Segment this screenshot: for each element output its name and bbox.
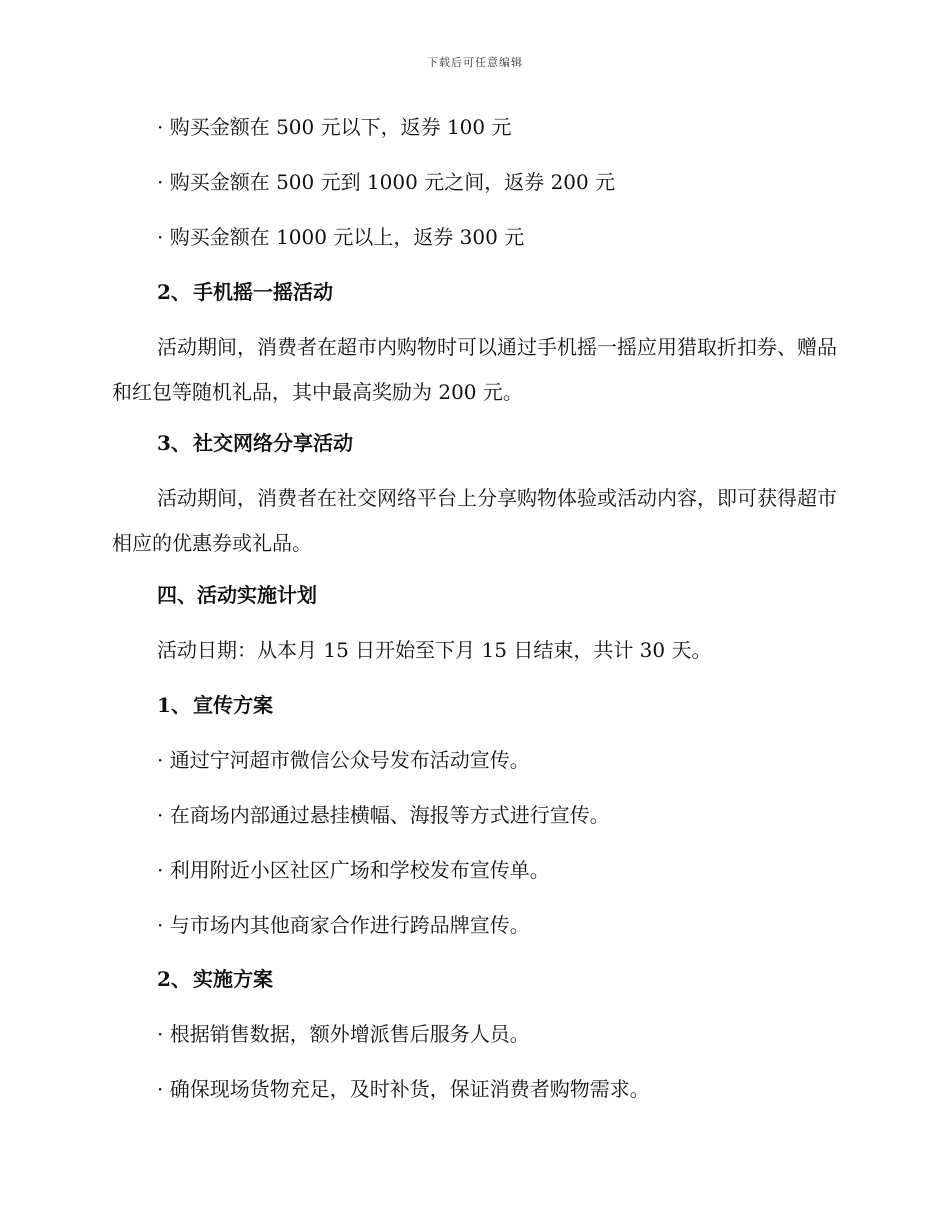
bullet-item: · 确保现场货物充足，及时补货，保证消费者购物需求。 [157, 1077, 650, 1101]
chapter-heading: 四、活动实施计划 [157, 583, 317, 607]
activity-date: 活动日期：从本月 15 日开始至下月 15 日结束，共计 30 天。 [157, 638, 712, 662]
page-header: 下载后可任意编辑 [427, 56, 523, 69]
section-title: 社交网络分享活动 [193, 431, 353, 455]
section-number: 3、 [157, 431, 191, 455]
bullet-item: · 购买金额在 1000 元以上，返券 300 元 [157, 225, 525, 249]
paragraph: 活动期间，消费者在超市内购物时可以通过手机摇一摇应用猎取折扣券、赠品和红包等随机礼品，其中最高奖励为 200 元。 [112, 335, 837, 404]
bullet-item: · 利用附近小区社区广场和学校发布宣传单。 [157, 858, 550, 882]
subsection-heading-1 [157, 691, 273, 719]
section-heading-2 [157, 278, 333, 306]
section-heading-3 [157, 429, 353, 457]
section-number: 2、 [157, 967, 191, 991]
section-title: 实施方案 [193, 967, 273, 991]
subsection-heading-2 [157, 965, 273, 993]
section-title: 手机摇一摇活动 [193, 280, 333, 304]
bullet-item: · 与市场内其他商家合作进行跨品牌宣传。 [157, 913, 530, 937]
section-title: 宣传方案 [193, 693, 273, 717]
paragraph: 活动期间，消费者在社交网络平台上分享购物体验或活动内容，即可获得超市相应的优惠券或礼品。 [112, 486, 837, 555]
bullet-item: · 购买金额在 500 元以下，返券 100 元 [157, 115, 512, 139]
bullet-item: · 在商场内部通过悬挂横幅、海报等方式进行宣传。 [157, 803, 610, 827]
bullet-item: · 根据销售数据，额外增派售后服务人员。 [157, 1022, 530, 1046]
section-number: 1、 [157, 693, 191, 717]
section-number: 2、 [157, 280, 191, 304]
bullet-item: · 通过宁河超市微信公众号发布活动宣传。 [157, 748, 530, 772]
bullet-item: · 购买金额在 500 元到 1000 元之间，返券 200 元 [157, 170, 616, 194]
